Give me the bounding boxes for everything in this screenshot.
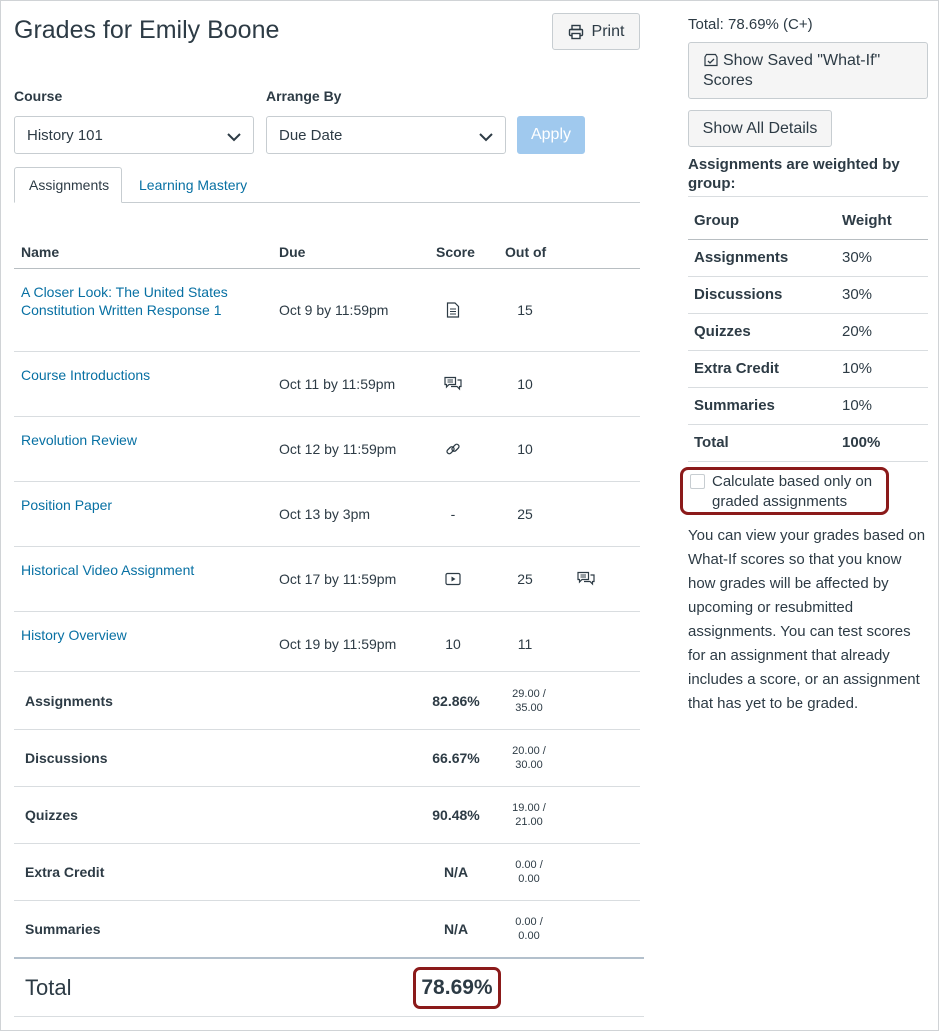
- weight-row-value: 10%: [842, 360, 873, 377]
- assignment-link[interactable]: Revolution Review: [21, 432, 137, 448]
- weight-header-group: Group: [694, 212, 739, 229]
- whatif-note: You can view your grades based on What-If scores so that you know how grades will be affected by upcoming or resubmitted assignments. You can test scores for an assignment that already includes a score, or an assignment that has yet to be graded.: [688, 527, 926, 712]
- column-header-due: Due: [279, 244, 306, 260]
- column-header-score: Score: [436, 244, 475, 260]
- weight-row-divider: [688, 424, 928, 425]
- show-whatif-button[interactable]: [688, 42, 928, 99]
- group-fraction: 29.00 / 35.00: [512, 688, 546, 714]
- group-fraction: 0.00 / 0.00: [515, 859, 543, 885]
- course-select-value: History 101: [27, 126, 103, 144]
- row-divider: [14, 611, 640, 612]
- weight-row-value: 30%: [842, 249, 873, 266]
- whatif-label: Show Saved "What-If" Scores: [703, 52, 881, 89]
- course-label: Course: [14, 88, 63, 104]
- group-percent: 82.86%: [432, 693, 480, 709]
- tab-assignments[interactable]: Assignments: [14, 167, 122, 203]
- weight-row-group: Quizzes: [694, 323, 751, 340]
- assignment-link[interactable]: Historical Video Assignment: [21, 562, 195, 578]
- assignment-out-of: 15: [517, 302, 533, 318]
- assignment-score[interactable]: 10: [445, 636, 461, 652]
- group-name: Quizzes: [25, 807, 78, 823]
- weight-header-divider: [688, 239, 928, 240]
- assignment-due: Oct 11 by 11:59pm: [279, 376, 396, 392]
- weight-row-group: Assignments: [694, 249, 789, 266]
- column-header-out-of: Out of: [505, 244, 547, 260]
- assignment-link[interactable]: History Overview: [21, 627, 127, 643]
- row-divider: [14, 481, 640, 482]
- assignment-due: Oct 12 by 11:59pm: [279, 441, 397, 457]
- arrange-select-value: Due Date: [279, 126, 343, 144]
- weight-table-bottom: [688, 461, 928, 462]
- weight-row-group: Summaries: [694, 397, 775, 414]
- assignment-due: Oct 13 by 3pm: [279, 506, 371, 522]
- printer-icon: [568, 24, 584, 40]
- row-divider: [14, 786, 640, 787]
- assignment-out-of: 10: [517, 441, 533, 457]
- row-divider: [14, 729, 640, 730]
- row-divider: [14, 671, 640, 672]
- assignment-out-of: 25: [517, 506, 533, 522]
- group-percent: 66.67%: [432, 750, 480, 766]
- total-divider: [14, 957, 644, 959]
- group-percent: 90.48%: [432, 807, 480, 823]
- assignment-link[interactable]: A Closer Look: The United States Constitution Written Response 1: [21, 284, 228, 318]
- assignment-due: Oct 17 by 11:59pm: [279, 571, 397, 587]
- group-name: Discussions: [25, 750, 108, 766]
- group-name: Assignments: [25, 693, 113, 709]
- weight-row-group: Extra Credit: [694, 360, 780, 377]
- assignment-due: Oct 19 by 11:59pm: [279, 636, 397, 652]
- assignment-out-of: 25: [517, 571, 533, 587]
- assignment-out-of: 11: [517, 636, 533, 652]
- assignment-score[interactable]: -: [450, 506, 456, 522]
- total-grade: 78.69%: [413, 967, 501, 1009]
- total-bottom-divider: [14, 1016, 644, 1017]
- course-select[interactable]: [14, 116, 254, 154]
- print-button[interactable]: [552, 13, 640, 50]
- row-divider: [14, 843, 640, 844]
- calc-graded-label[interactable]: Calculate based only on graded assignments: [712, 473, 873, 510]
- arrange-label: Arrange By: [266, 88, 342, 104]
- whatif-icon: [703, 52, 723, 69]
- weight-row-value: 100%: [842, 434, 881, 451]
- weight-header-weight: Weight: [842, 212, 892, 229]
- column-header-name: Name: [21, 244, 60, 260]
- chevron-down-icon: [227, 129, 241, 146]
- group-name: Extra Credit: [25, 864, 105, 880]
- row-divider: [14, 351, 640, 352]
- weight-row-divider: [688, 387, 928, 388]
- row-divider: [14, 546, 640, 547]
- row-divider: [14, 900, 640, 901]
- show-all-details-button[interactable]: Show All Details: [688, 110, 832, 147]
- weight-row-group: Total: [694, 434, 729, 451]
- row-divider: [14, 416, 640, 417]
- page-title: Grades for Emily Boone: [14, 16, 280, 44]
- weight-row-value: 20%: [842, 323, 873, 340]
- chevron-down-icon: [479, 129, 493, 146]
- discussion-icon[interactable]: [444, 376, 462, 397]
- weight-row-group: Discussions: [694, 286, 783, 303]
- calc-graded-checkbox[interactable]: [690, 474, 705, 489]
- group-fraction: 0.00 / 0.00: [515, 916, 543, 942]
- media-icon[interactable]: [445, 572, 461, 591]
- link-icon[interactable]: [445, 441, 461, 462]
- group-percent: N/A: [443, 921, 469, 937]
- assignment-link[interactable]: Course Introductions: [21, 367, 151, 383]
- group-percent: N/A: [443, 864, 469, 880]
- weight-row-value: 10%: [842, 397, 873, 414]
- comment-icon[interactable]: [577, 571, 595, 592]
- assignment-due: Oct 9 by 11:59pm: [279, 302, 389, 318]
- group-name: Summaries: [25, 921, 101, 937]
- weighted-heading: Assignments are weighted by group:: [688, 156, 900, 192]
- total-label: Total: [25, 975, 72, 1000]
- group-fraction: 20.00 / 30.00: [512, 745, 546, 771]
- header-divider: [14, 268, 640, 269]
- tab-learning-mastery[interactable]: Learning Mastery: [139, 177, 248, 193]
- apply-button[interactable]: Apply: [517, 116, 585, 154]
- document-icon[interactable]: [446, 302, 460, 323]
- assignment-out-of: 10: [517, 376, 533, 392]
- arrange-select[interactable]: [266, 116, 506, 154]
- print-label: Print: [591, 22, 625, 40]
- group-fraction: 19.00 / 21.00: [512, 802, 546, 828]
- weight-row-divider: [688, 350, 928, 351]
- weight-table-top: [688, 196, 928, 197]
- sidebar-total: Total: 78.69% (C+): [688, 16, 813, 33]
- assignment-link[interactable]: Position Paper: [21, 497, 113, 513]
- weight-row-divider: [688, 313, 928, 314]
- weight-row-value: 30%: [842, 286, 873, 303]
- weight-row-divider: [688, 276, 928, 277]
